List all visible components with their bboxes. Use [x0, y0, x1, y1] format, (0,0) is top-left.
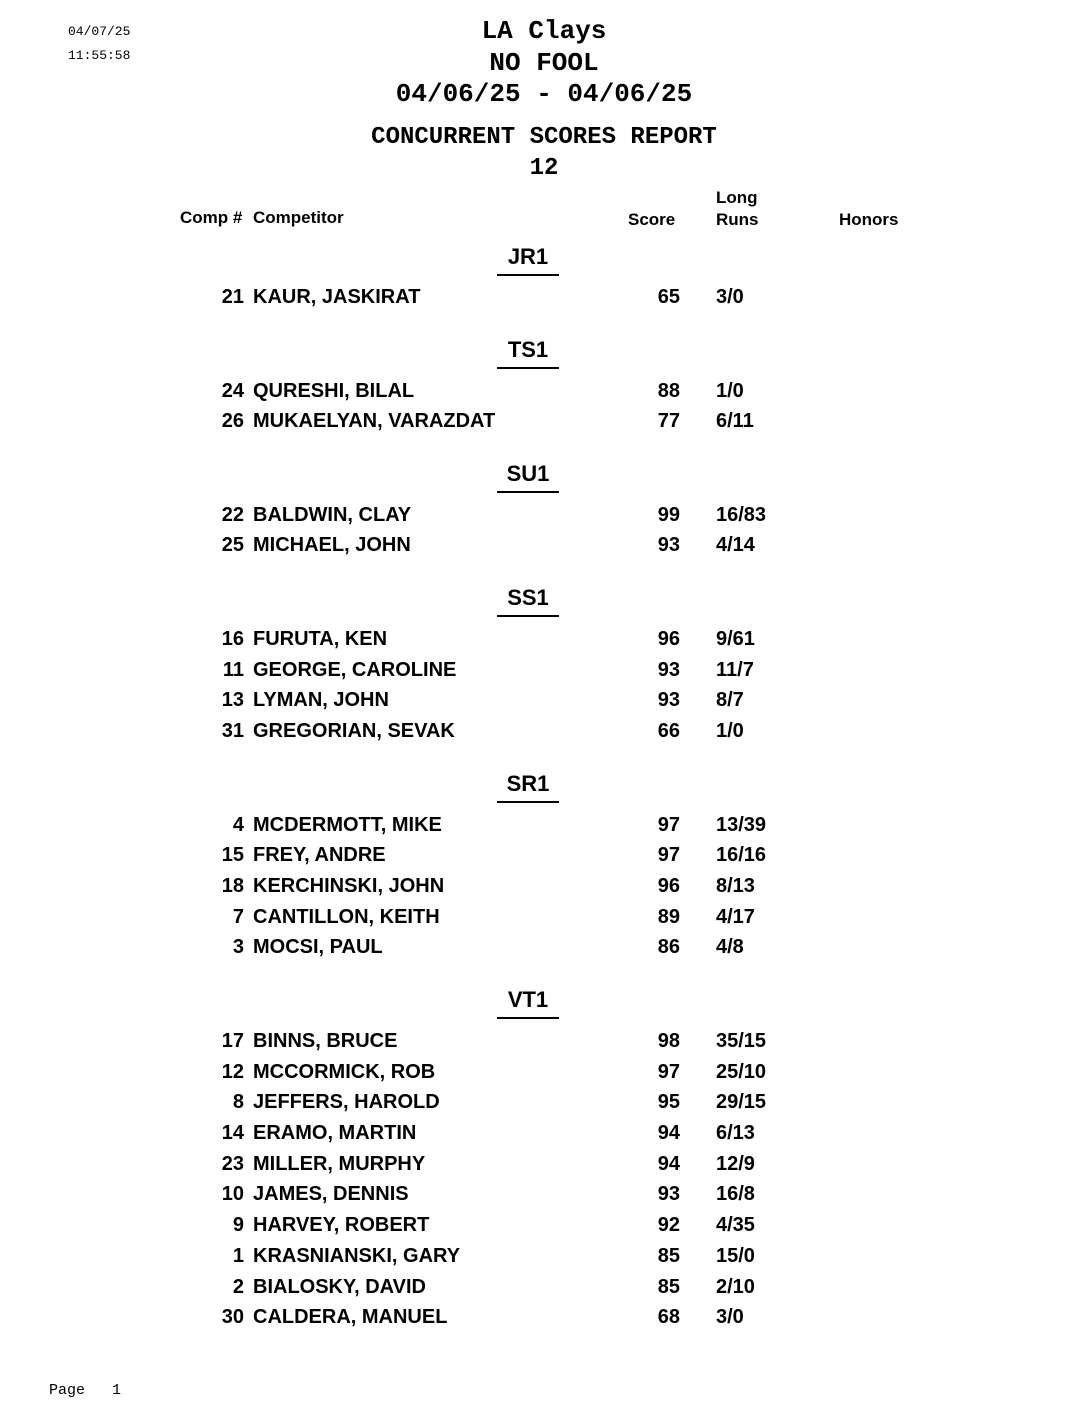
score: 96 — [657, 628, 680, 650]
table-row — [0, 1276, 1088, 1304]
division-label: VT1 — [497, 987, 559, 1019]
report-number: 12 — [529, 155, 559, 182]
table-row — [0, 1122, 1088, 1150]
long-runs: 1/0 — [716, 380, 744, 402]
score: 97 — [657, 844, 680, 866]
score: 86 — [657, 936, 680, 958]
competitor-name: JEFFERS, HAROLD — [253, 1091, 440, 1113]
comp-number: 18 — [221, 875, 244, 897]
table-row — [0, 410, 1088, 438]
competitor-name: MUKAELYAN, VARAZDAT — [253, 410, 496, 432]
competitor-name: GEORGE, CAROLINE — [253, 659, 457, 681]
competitor-name: KERCHINSKI, JOHN — [253, 875, 445, 897]
long-runs: 6/13 — [716, 1122, 755, 1144]
col-header-honors: Honors — [839, 210, 899, 229]
col-header-competitor: Competitor — [253, 208, 344, 227]
long-runs: 2/10 — [716, 1276, 755, 1298]
long-runs: 11/7 — [716, 659, 754, 681]
col-header-long-runs-2: Runs — [716, 210, 759, 229]
table-row — [0, 936, 1088, 964]
comp-number: 26 — [221, 410, 244, 432]
page-label: Page — [49, 1382, 86, 1399]
table-row — [0, 1245, 1088, 1273]
long-runs: 16/16 — [716, 844, 767, 866]
report-title: CONCURRENT SCORES REPORT — [371, 124, 717, 151]
score: 98 — [657, 1030, 680, 1052]
score: 97 — [657, 814, 680, 836]
comp-number: 12 — [221, 1061, 244, 1083]
long-runs: 6/11 — [716, 410, 754, 432]
score: 96 — [657, 875, 680, 897]
comp-number: 11 — [222, 659, 244, 681]
score: 99 — [657, 504, 680, 526]
score: 94 — [657, 1153, 680, 1175]
competitor-name: FURUTA, KEN — [253, 628, 388, 650]
comp-number: 2 — [232, 1276, 244, 1298]
long-runs: 4/17 — [716, 906, 755, 928]
long-runs: 35/15 — [716, 1030, 767, 1052]
competitor-name: CALDERA, MANUEL — [253, 1306, 448, 1328]
comp-number: 21 — [221, 286, 244, 308]
comp-number: 8 — [232, 1091, 244, 1113]
comp-number: 9 — [232, 1214, 244, 1236]
long-runs: 4/14 — [716, 534, 755, 556]
score: 93 — [657, 534, 680, 556]
competitor-name: BIALOSKY, DAVID — [253, 1276, 426, 1298]
comp-number: 3 — [232, 936, 244, 958]
table-row — [0, 1306, 1088, 1334]
score: 88 — [657, 380, 680, 402]
table-row — [0, 906, 1088, 934]
competitor-name: BALDWIN, CLAY — [253, 504, 412, 526]
comp-number: 14 — [221, 1122, 244, 1144]
table-row — [0, 1214, 1088, 1242]
division-label: TS1 — [497, 337, 559, 369]
table-row — [0, 844, 1088, 872]
score: 97 — [657, 1061, 680, 1083]
competitor-name: GREGORIAN, SEVAK — [253, 720, 455, 742]
comp-number: 22 — [221, 504, 244, 526]
competitor-name: HARVEY, ROBERT — [253, 1214, 430, 1236]
long-runs: 1/0 — [716, 720, 744, 742]
table-row — [0, 1153, 1088, 1181]
table-row — [0, 689, 1088, 717]
competitor-name: ERAMO, MARTIN — [253, 1122, 417, 1144]
long-runs: 16/8 — [716, 1183, 755, 1205]
table-row — [0, 380, 1088, 408]
table-row — [0, 534, 1088, 562]
comp-number: 17 — [221, 1030, 244, 1052]
score: 66 — [657, 720, 680, 742]
table-row — [0, 504, 1088, 532]
long-runs: 25/10 — [716, 1061, 767, 1083]
table-row — [0, 720, 1088, 748]
competitor-name: BINNS, BRUCE — [253, 1030, 398, 1052]
long-runs: 9/61 — [716, 628, 755, 650]
long-runs: 29/15 — [716, 1091, 767, 1113]
table-row — [0, 1061, 1088, 1089]
competitor-name: KRASNIANSKI, GARY — [253, 1245, 461, 1267]
division-label: SU1 — [497, 461, 559, 493]
competitor-name: FREY, ANDRE — [253, 844, 386, 866]
comp-number: 4 — [232, 814, 244, 836]
table-row — [0, 1183, 1088, 1211]
date-range: 04/06/25 - 04/06/25 — [395, 79, 693, 109]
table-row — [0, 1091, 1088, 1119]
score: 92 — [657, 1214, 680, 1236]
competitor-name: MILLER, MURPHY — [253, 1153, 426, 1175]
comp-number: 30 — [221, 1306, 244, 1328]
print-time: 11:55:58 — [68, 48, 131, 63]
comp-number: 7 — [232, 906, 244, 928]
print-date: 04/07/25 — [68, 24, 131, 39]
col-header-long-runs-1: Long — [716, 188, 758, 207]
event-name: NO FOOL — [489, 48, 599, 78]
score: 85 — [657, 1276, 680, 1298]
long-runs: 4/8 — [716, 936, 744, 958]
competitor-name: LYMAN, JOHN — [253, 689, 389, 711]
table-row — [0, 659, 1088, 687]
comp-number: 10 — [221, 1183, 244, 1205]
division-label: JR1 — [497, 244, 559, 276]
col-header-score: Score — [628, 210, 676, 229]
comp-number: 25 — [221, 534, 244, 556]
col-header-comp-num: Comp # — [180, 208, 243, 227]
table-row — [0, 1030, 1088, 1058]
competitor-name: QURESHI, BILAL — [253, 380, 415, 402]
competitor-name: MICHAEL, JOHN — [253, 534, 411, 556]
comp-number: 16 — [221, 628, 244, 650]
competitor-name: CANTILLON, KEITH — [253, 906, 440, 928]
long-runs: 3/0 — [716, 286, 744, 308]
club-name: LA Clays — [481, 16, 607, 46]
score: 95 — [657, 1091, 680, 1113]
table-row — [0, 628, 1088, 656]
score: 94 — [657, 1122, 680, 1144]
table-row — [0, 814, 1088, 842]
score: 93 — [657, 659, 680, 681]
long-runs: 13/39 — [716, 814, 767, 836]
score: 85 — [657, 1245, 680, 1267]
competitor-name: MOCSI, PAUL — [253, 936, 383, 958]
table-row — [0, 286, 1088, 314]
page-footer — [49, 1382, 121, 1399]
division-label: SR1 — [497, 771, 559, 803]
competitor-name: KAUR, JASKIRAT — [253, 286, 421, 308]
page-number: 1 — [112, 1382, 122, 1399]
score: 68 — [657, 1306, 680, 1328]
score: 65 — [657, 286, 680, 308]
long-runs: 15/0 — [716, 1245, 755, 1267]
long-runs: 8/7 — [716, 689, 744, 711]
division-label: SS1 — [497, 585, 559, 617]
comp-number: 31 — [221, 720, 244, 742]
table-row — [0, 875, 1088, 903]
comp-number: 15 — [221, 844, 244, 866]
score: 93 — [657, 1183, 680, 1205]
score: 89 — [657, 906, 680, 928]
comp-number: 24 — [221, 380, 244, 402]
competitor-name: MCCORMICK, ROB — [253, 1061, 436, 1083]
long-runs: 12/9 — [716, 1153, 755, 1175]
score: 77 — [657, 410, 680, 432]
comp-number: 13 — [221, 689, 244, 711]
long-runs: 16/83 — [716, 504, 767, 526]
competitor-name: MCDERMOTT, MIKE — [253, 814, 442, 836]
long-runs: 3/0 — [716, 1306, 744, 1328]
comp-number: 23 — [221, 1153, 244, 1175]
long-runs: 8/13 — [716, 875, 755, 897]
long-runs: 4/35 — [716, 1214, 755, 1236]
competitor-name: JAMES, DENNIS — [253, 1183, 409, 1205]
score: 93 — [657, 689, 680, 711]
comp-number: 1 — [232, 1245, 244, 1267]
